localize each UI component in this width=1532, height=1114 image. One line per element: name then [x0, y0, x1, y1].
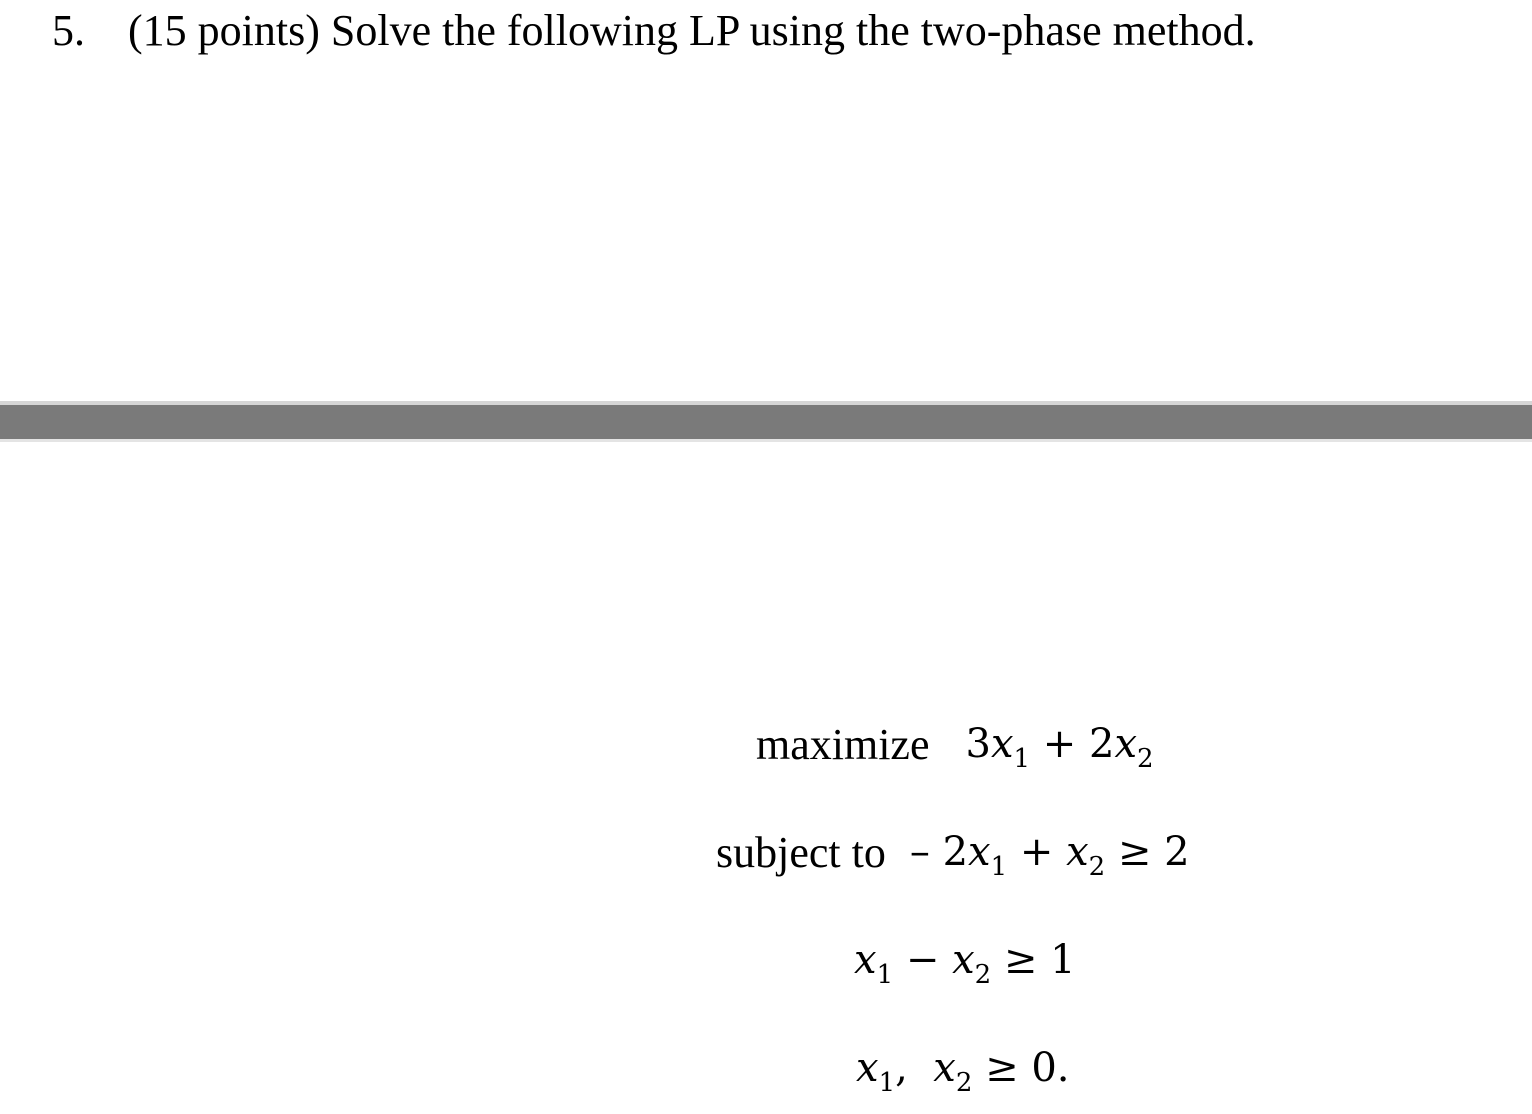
constraint-1-expression: – $2x_1 + x_2 \ge 2$: [909, 829, 1190, 882]
objective-row: [756, 714, 1154, 774]
constraint-3-expression: $x_1$, $x_2 \ge 0$.: [856, 1045, 1070, 1098]
question-heading: [52, 0, 1256, 60]
constraint-row-3: [856, 1038, 1069, 1098]
constraint-row-2: [854, 930, 1076, 990]
page-divider: [0, 401, 1532, 441]
objective-label: maximize: [756, 719, 930, 769]
constraints-label: subject to: [716, 827, 886, 877]
objective-expression: $3x_1 + 2x_2$: [965, 721, 1154, 774]
constraint-2-expression: $x_1 - x_2 \ge 1$: [854, 937, 1076, 990]
constraint-row-1: [716, 822, 1190, 882]
question-text: (15 points) Solve the following LP using the two-phase method.: [128, 5, 1256, 55]
question-number: 5.: [52, 5, 85, 55]
